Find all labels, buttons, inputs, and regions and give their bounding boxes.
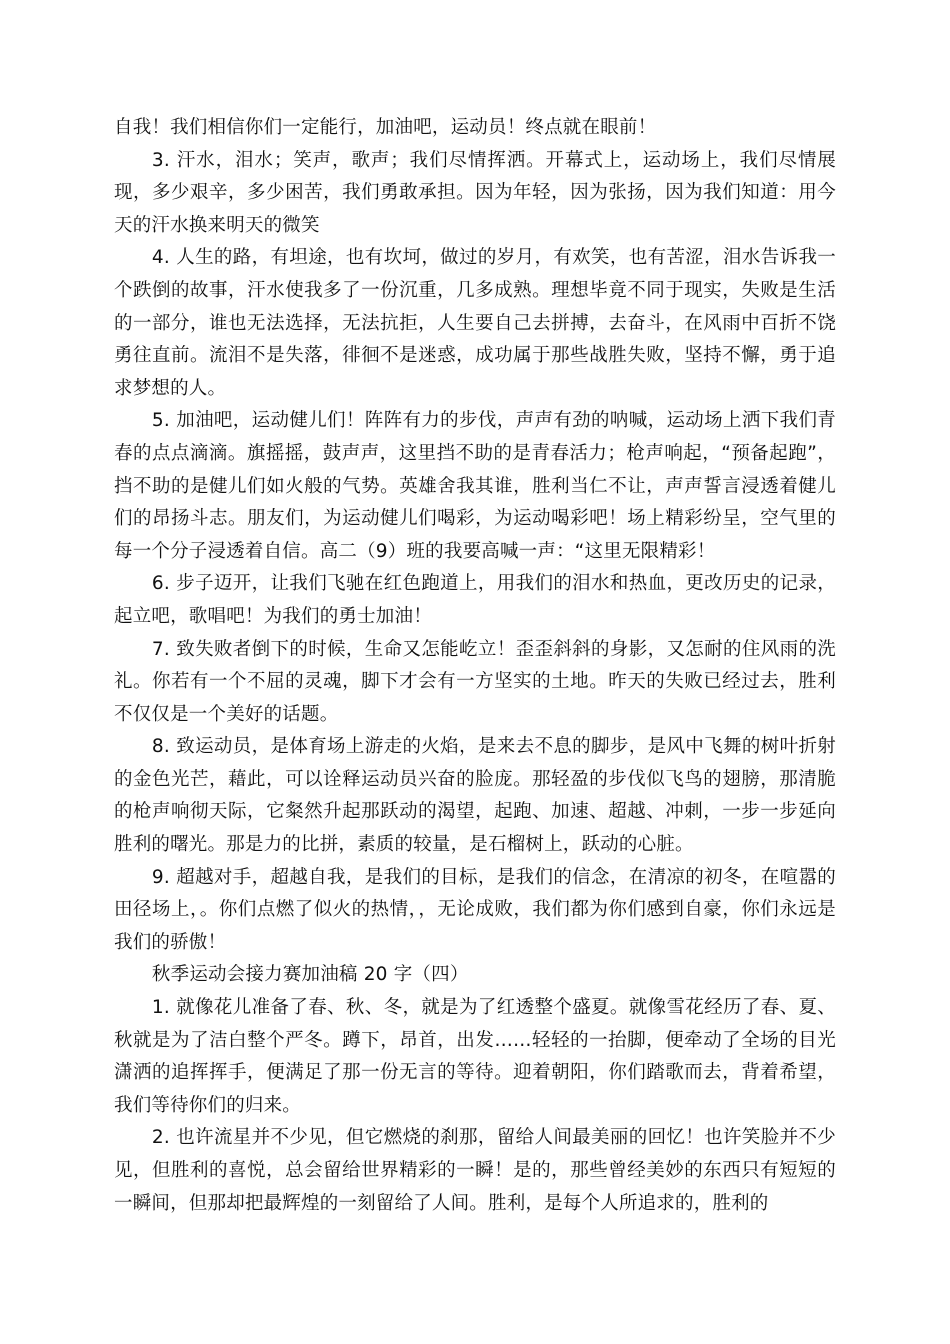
paragraph-item-6: 6. 步子迈开，让我们飞驰在红色跑道上，用我们的泪水和热血，更改历史的记录，起立吧，歌唱吧！为我们的勇士加油！: [114, 573, 836, 627]
paragraph-item-4: 4. 人生的路，有坦途，也有坎坷，做过的岁月，有欢笑，也有苦涩，泪水告诉我一个跌倒的故事，汗水使我多了一份沉重，几多成熟。理想毕竟不同于现实，失败是生活的一部分，谁也无法选择，无法抗拒，人生要自己去拼搏，去奋斗，在风雨中百折不饶勇往直前。流泪不是失落，徘徊不是迷惑，成功属于那些战胜失败，坚持不懈，勇于追求梦想的人。: [114, 247, 836, 399]
paragraph-item-1: 1. 就像花儿准备了春、秋、冬，就是为了红透整个盛夏。就像雪花经历了春、夏、秋就是为了洁白整个严冬。蹲下，昂首，出发……轻轻的一抬脚，便牵动了全场的目光潇洒的追挥挥手，便满足了那一份无言的等待。迎着朝阳，你们踏歌而去，背着希望，我们等待你们的归来。: [114, 997, 836, 1116]
paragraph-item-3: 3. 汗水，泪水；笑声，歌声；我们尽情挥洒。开幕式上，运动场上，我们尽情展现，多少艰辛，多少困苦，我们勇敢承担。因为年轻，因为张扬，因为我们知道：用今天的汗水换来明天的微笑: [114, 149, 836, 236]
section-heading: 秋季运动会接力赛加油稿 20 字（四）: [151, 964, 469, 986]
paragraph-item-2: 2. 也许流星并不少见，但它燃烧的刹那，留给人间最美丽的回忆！也许笑脸并不少见，但胜利的喜悦，总会留给世界精彩的一瞬！是的，那些曾经美妙的东西只有短短的一瞬间，但那却把最辉煌的一刻留给了人间。胜利，是每个人所追求的，胜利的: [114, 1127, 836, 1214]
paragraph-continuation: 自我！我们相信你们一定能行，加油吧，运动员！终点就在眼前！: [114, 117, 657, 138]
document-body: [114, 112, 836, 1220]
paragraph-item-9: 9. 超越对手，超越自我，是我们的目标，是我们的信念，在清凉的初冬，在喧嚣的田径场上，。你们点燃了似火的热情，，无论成败，我们都为你们感到自豪，你们永远是我们的骄傲！: [114, 866, 836, 953]
paragraph-item-8: 8. 致运动员，是体育场上游走的火焰，是来去不息的脚步，是风中飞舞的树叶折射的金色光芒，藉此，可以诠释运动员兴奋的脸庞。那轻盈的步伐似飞鸟的翅膀，那清脆的枪声响彻天际，它粲然升起那跃动的渴望，起跑、加速、超越、冲刺，一步一步延向胜利的曙光。那是力的比拼，素质的较量，是石榴树上，跃动的心脏。: [114, 736, 836, 856]
paragraph-item-7: 7. 致失败者倒下的时候，生命又怎能屹立！歪歪斜斜的身影，又怎耐的住风雨的洗礼。你若有一个不屈的灵魂，脚下才会有一方坚实的土地。昨天的失败已经过去，胜利不仅仅是一个美好的话题。: [114, 638, 836, 725]
paragraph-item-5: 5. 加油吧，运动健儿们！阵阵有力的步伐，声声有劲的呐喊，运动场上洒下我们青春的点点滴滴。旗摇摇，鼓声声，这里挡不助的是青春活力；枪声响起，“预备起跑”，挡不助的是健儿们如火般的气势。英雄舍我其谁，胜利当仁不让，声声誓言浸透着健儿们的昂扬斗志。朋友们，为运动健儿们喝彩，为运动喝彩吧！场上精彩纷呈，空气里的每一个分子浸透着自信。高二（9）班的我要高喊一声：“这里无限精彩！: [114, 410, 836, 562]
